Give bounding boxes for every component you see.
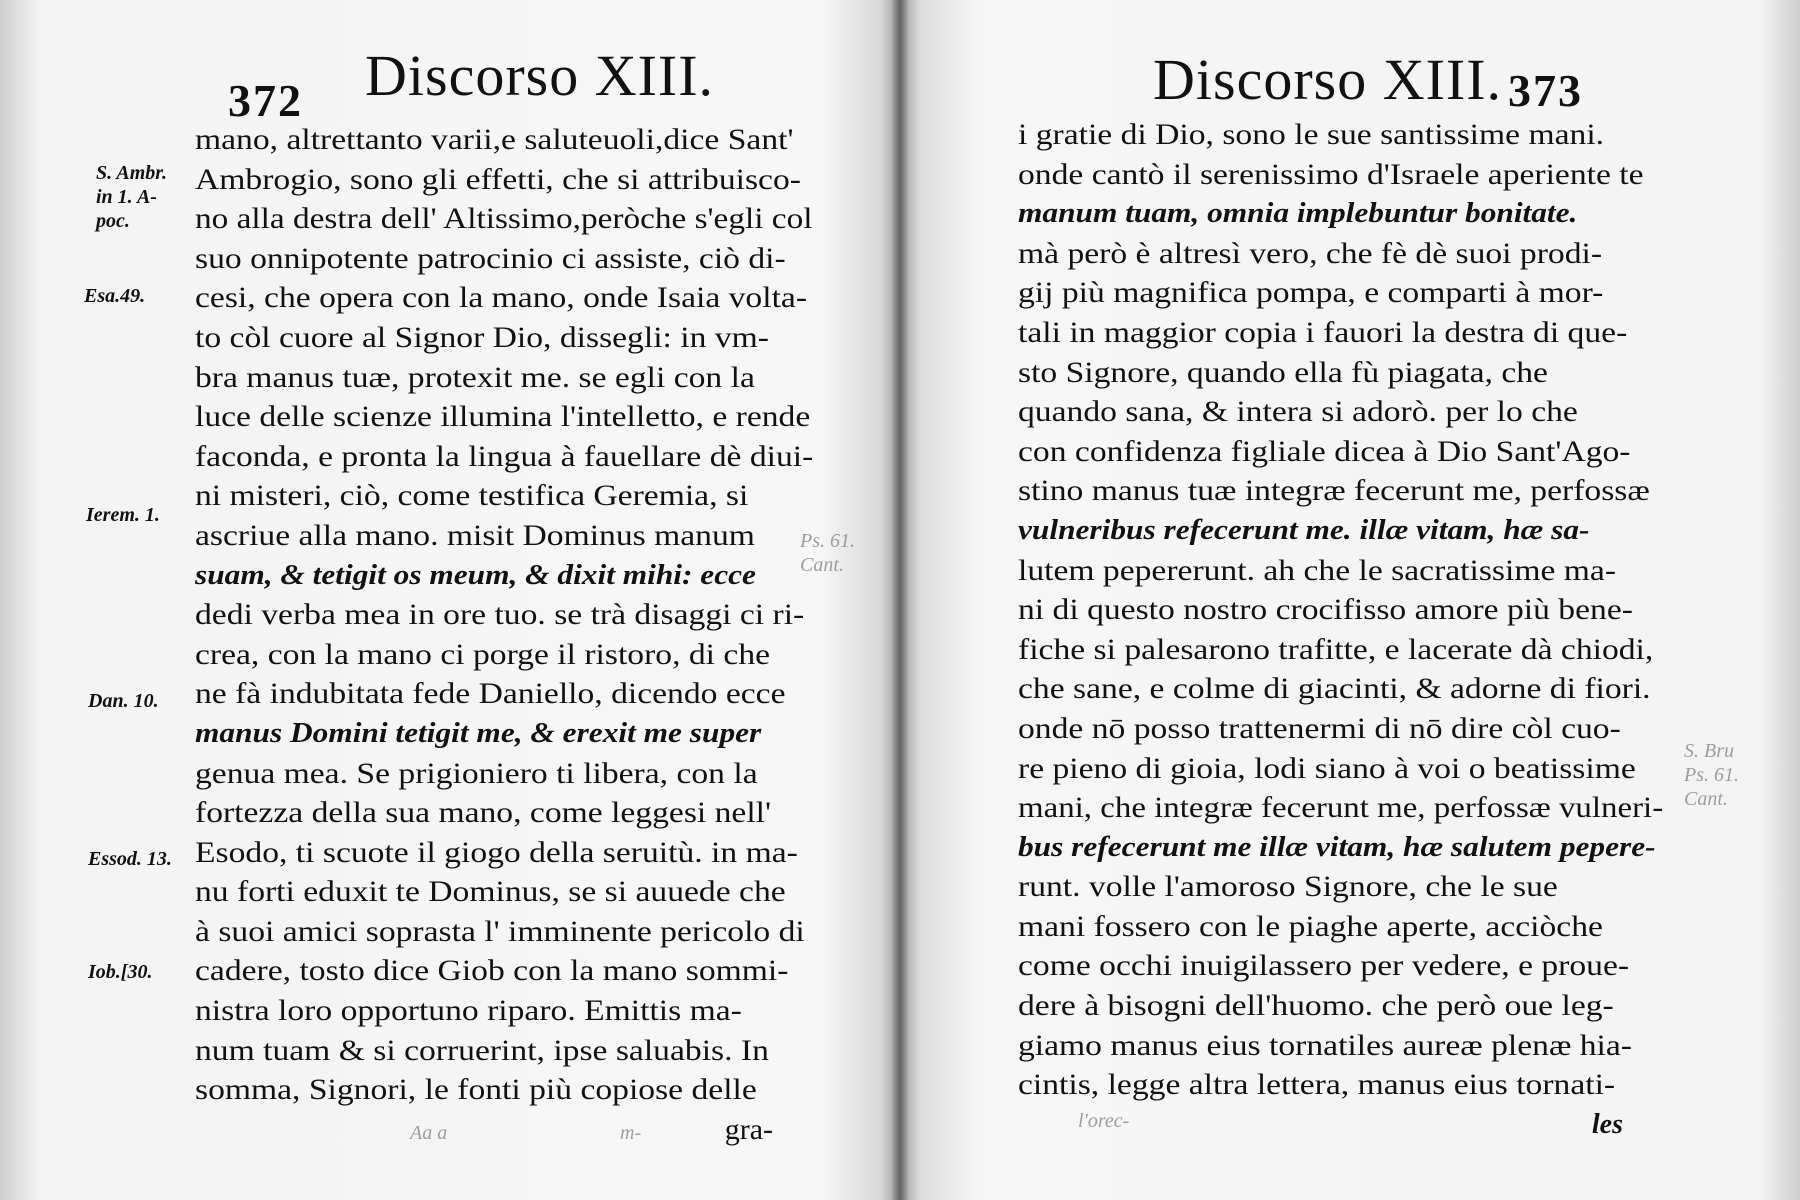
bleed-through-note: S. Bru (1684, 740, 1734, 762)
right-page (908, 0, 1800, 1200)
text-line: cesi, che opera con la mano, onde Isaia volta- (195, 281, 808, 315)
text-line: sto Signore, quando ella fù piagata, che (1018, 355, 1548, 389)
bleed-through-catchword: l'orec- (1078, 1110, 1130, 1132)
text-line: fiche si palesarono trafitte, e lacerate dà chiodi, (1018, 632, 1654, 666)
text-line: runt. volle l'amoroso Signore, che le sue (1018, 870, 1558, 904)
catchword: les (1591, 1108, 1623, 1140)
margin-note-exodus: Essod. 13. (88, 848, 172, 870)
text-line: Ambrogio, sono gli effetti, che si attribuisco- (195, 162, 801, 196)
text-line: nistra loro opportuno riparo. Emittis ma- (195, 994, 742, 1028)
text-line: quando sana, & intera si adorò. per lo che (1018, 395, 1578, 429)
text-line: mano, altrettanto varii,e saluteuoli,dice Sant' (195, 123, 794, 156)
text-line: à suoi amici soprasta l' imminente pericolo di (195, 914, 805, 948)
text-line: mani, che integræ fecerunt me, perfossæ vulneri- (1018, 791, 1664, 825)
text-line: lutem pepererunt. ah che le sacratissime ma- (1018, 553, 1617, 587)
text-line: che sane, e colme di giacinti, & adorne di fiori. (1018, 672, 1651, 706)
text-line: genua mea. Se prigioniero ti libera, con la (195, 756, 758, 790)
text-line: giamo manus eius tornatiles aureæ plenæ hia- (1018, 1028, 1632, 1062)
text-line: ni misteri, ciò, come testifica Geremia, si (195, 479, 749, 513)
bleed-through-note: Ps. 61. (1684, 764, 1739, 786)
margin-note-ambrose-3: poc. (96, 210, 130, 232)
bleed-through-note: Cant. (1684, 788, 1728, 810)
text-line: mà però è altresì vero, che fè dè suoi prodi- (1018, 236, 1603, 270)
text-line: Esodo, ti scuote il giogo della seruitù. in ma- (195, 835, 798, 869)
text-line: fortezza della sua mano, come leggesi nell' (195, 796, 772, 830)
text-line: luce delle scienze illumina l'intelletto, e rende (195, 400, 811, 434)
margin-note-isaiah: Esa.49. (84, 285, 146, 307)
catchword: gra- (724, 1112, 773, 1146)
text-line: i gratie di Dio, sono le sue santissime mani. (1018, 118, 1605, 151)
text-line: to còl cuore al Signor Dio, dissegli: in vm- (195, 320, 769, 354)
right-page-number: 373 (1508, 65, 1583, 116)
text-line: ne fà indubitata fede Daniello, dicendo ecce (195, 677, 786, 711)
text-line: no alla destra dell' Altissimo,peròche s'egli col (195, 202, 813, 236)
text-line: crea, con la mano ci porge il ristoro, di che (195, 637, 771, 671)
margin-note-ambrose-2: in 1. A- (96, 186, 157, 208)
text-line: bra manus tuæ, protexit me. se egli con la (195, 360, 755, 394)
text-line: re pieno di gioia, lodi siano à voi o beatissime (1018, 751, 1636, 785)
text-line: onde cantò il serenissimo d'Israele aperiente te (1018, 157, 1644, 191)
margin-note-daniel: Dan. 10. (88, 690, 159, 712)
left-page-heading: Discorso XIII. (365, 43, 715, 108)
text-line: faconda, e pronta la lingua à fauellare dè diui- (195, 439, 814, 473)
text-line: tali in maggior copia i fauori la destra di que- (1018, 315, 1628, 349)
text-line: cadere, tosto dice Giob con la mano sommi- (195, 954, 789, 988)
text-line: suo onnipotente patrocinio ci assiste, ciò di- (195, 241, 786, 275)
left-page (0, 0, 892, 1200)
text-line-latin: manum tuam, omnia implebuntur bonitate. (1018, 198, 1578, 230)
text-line: dedi verba mea in ore tuo. se trà disaggi ci ri- (195, 598, 805, 632)
text-line-latin: vulneribus refecerunt me. illæ vitam, hæ sa- (1018, 514, 1590, 546)
text-line: num tuam & si corruerint, ipse saluabis. In (195, 1033, 769, 1067)
text-line: cintis, legge altra lettera, manus eius tornati- (1018, 1068, 1616, 1102)
text-line: come occhi inuigilassero per vedere, e proue- (1018, 949, 1630, 983)
bleed-through-signature: Aa a (410, 1122, 448, 1144)
text-line: somma, Signori, le fonti più copiose delle (195, 1073, 757, 1107)
bleed-through-catchword: m- (620, 1122, 642, 1144)
text-line: nu forti eduxit te Dominus, se si auuede che (195, 875, 786, 909)
book-gutter (892, 0, 908, 1200)
text-line-latin: suam, & tetigit os meum, & dixit mihi: ecce (195, 559, 756, 591)
left-page-text (195, 120, 813, 1149)
bleed-through-note: Cant. (800, 554, 844, 576)
text-line: onde nō posso trattenermi di nō dire còl cuo- (1018, 711, 1621, 745)
text-line-latin: manus Domini tetigit me, & erexit me super (195, 717, 762, 749)
text-line: gij più magnifica pompa, e comparti à mor- (1018, 276, 1604, 310)
text-line: mani fossero con le piaghe aperte, acciòche (1018, 909, 1603, 943)
text-line: con confidenza figliale dicea à Dio Sant'Ago- (1018, 434, 1631, 468)
margin-note-ambrose: S. Ambr. (96, 162, 167, 184)
right-page-heading: Discorso XIII. (1153, 47, 1503, 112)
margin-note-jeremiah: Ierem. 1. (86, 504, 160, 526)
text-line: ascriue alla mano. misit Dominus manum (195, 518, 755, 552)
text-line: stino manus tuæ integræ fecerunt me, perfossæ (1018, 474, 1650, 508)
right-page-text (1018, 115, 1663, 1144)
bleed-through-note: Ps. 61. (800, 530, 855, 552)
text-line-latin: bus refecerunt me illæ vitam, hæ salutem pepere- (1018, 831, 1656, 863)
text-line: ni di questo nostro crocifisso amore più bene- (1018, 593, 1633, 627)
text-line: dere à bisogni dell'huomo. che però oue leg- (1018, 989, 1614, 1023)
margin-note-job: Iob.[30. (88, 961, 153, 983)
left-page-number: 372 (228, 75, 303, 126)
